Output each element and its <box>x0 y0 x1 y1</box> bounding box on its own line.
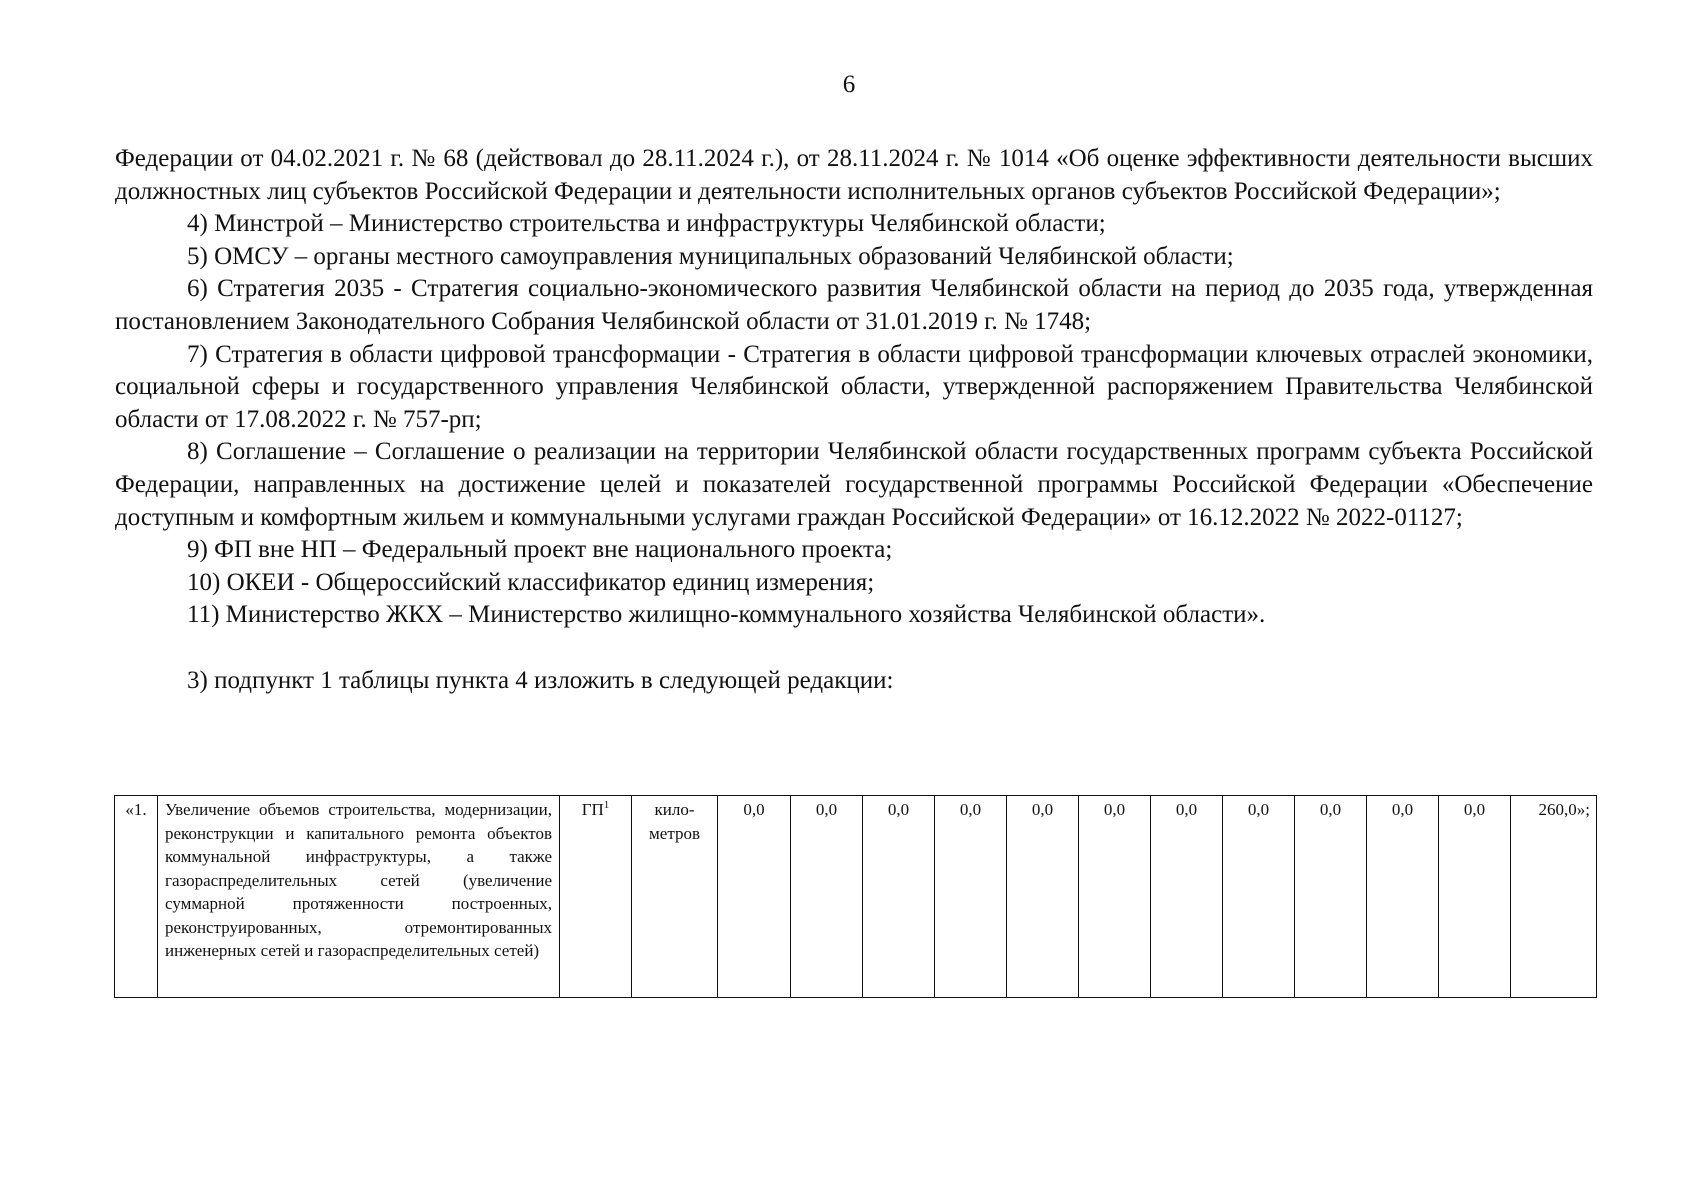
value-cell: 0,0 <box>791 796 863 998</box>
value-cell: 0,0 <box>718 796 791 998</box>
indicator-table <box>114 795 1597 998</box>
value-cell: 0,0 <box>1295 796 1367 998</box>
value-cell-total: 260,0»; <box>1511 796 1597 998</box>
value-cell: 0,0 <box>1007 796 1079 998</box>
value-cell: 0,0 <box>1439 796 1511 998</box>
value-cell: 0,0 <box>935 796 1007 998</box>
value-cell: 0,0 <box>1223 796 1295 998</box>
indicator-description-cell: Увеличение объемов строительства, модернизации, реконструкции и капитального ремонта объектов коммунальной инфраструктуры, а также газораспределительных сетей (увеличение суммарной протяженности построенных, реконструированных, отремонтированных инженерных сетей и газораспределительных сетей) <box>158 796 560 998</box>
document-body <box>115 143 1593 697</box>
value-cell: 0,0 <box>1079 796 1151 998</box>
value-cell: 0,0 <box>1151 796 1223 998</box>
definition-digital-strategy: 7) Стратегия в области цифровой трансформации - Стратегия в области цифровой трансформации ключевых отраслей экономики, социальной сферы и государственного управления Челябинской области, утвержденной распоряжением Правительства Челябинской области от 17.08.2022 г. № 757-рп; <box>115 340 1593 433</box>
level-label: ГП <box>581 800 604 819</box>
definition-omsu: 5) ОМСУ – органы местного самоуправления муниципальных образований Челябинской области; <box>187 242 1234 270</box>
definition-minstroy: 4) Минстрой – Министерство строительства и инфраструктуры Челябинской области; <box>187 210 1106 238</box>
paragraph-spacer <box>115 632 1593 665</box>
level-cell <box>560 796 632 998</box>
definition-okei: 10) ОКЕИ - Общероссийский классификатор единиц измерения; <box>187 568 875 596</box>
unit-cell: кило-метров <box>632 796 718 998</box>
table-row <box>115 796 1597 998</box>
paragraph-continuation: Федерации от 04.02.2021 г. № 68 (действовал до 28.11.2024 г.), от 28.11.2024 г. № 1014 «Об оценке эффективности деятельности высших должностных лиц субъектов Российской Федерации и деятельности исполнительных органов субъектов Российской Федерации»; <box>115 145 1593 205</box>
definition-ministry-housing: 11) Министерство ЖКХ – Министерство жилищно-коммунального хозяйства Челябинской области». <box>187 601 1266 629</box>
value-cell: 0,0 <box>863 796 935 998</box>
value-cell: 0,0 <box>1367 796 1439 998</box>
level-footnote: 1 <box>603 799 610 811</box>
definition-agreement: 8) Соглашение – Соглашение о реализации на территории Челябинской области государственных программ субъекта Российской Федерации, направленных на достижение целей и показателей государственной программы Российской Федерации «Обеспечение доступным и комфортным жильем и коммунальными услугами граждан Российской Федерации» от 16.12.2022 № 2022-01127; <box>115 438 1593 531</box>
amendment-instruction: 3) подпункт 1 таблицы пункта 4 изложить в следующей редакции: <box>187 666 894 694</box>
definition-fp-outside-np: 9) ФП вне НП – Федеральный проект вне национального проекта; <box>187 536 893 564</box>
page-number: 6 <box>842 71 856 98</box>
row-number-cell: «1. <box>115 796 158 998</box>
definition-strategy-2035: 6) Стратегия 2035 - Стратегия социально-экономического развития Челябинской области на период до 2035 года, утвержденная постановлением Законодательного Собрания Челябинской области от 31.01.2019 г. № 1748; <box>115 275 1593 335</box>
